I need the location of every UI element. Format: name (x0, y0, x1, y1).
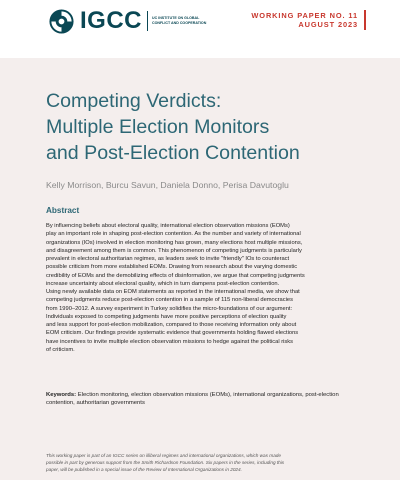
logo-wordmark: IGCC (80, 7, 142, 34)
abstract-heading: Abstract (46, 206, 80, 215)
paper-title (46, 88, 376, 166)
abstract-text: By influencing beliefs about electoral quality, international election observation missions (EOMs) play an important role in shaping post-election contention. As the number and variety of international organizations (IOs) involved in election monitoring has grown, many elections host multiple missions, and disagreement among them is common. This phenomenon of competing judgments is particularly prevalent in electoral authoritarian regimes, as leaders seek to invite "friendly" IOs to counteract possible criticism from more established EOMs. Drawing from research about the varying domestic credibility of EOMs and the demobilizing effects of disinformation, we argue that competing judgments increase uncertainty about electoral quality, which in turn dampens post-election contention. Using newly available data on EOM statements as reported in the international media, we show that competing judgments reduce post-election contention in a sample of 115 non-liberal democracies from 1990–2012. A survey experiment in Turkey solidifies the micro-foundations of our argument: Individuals exposed to competing judgments have more positive perceptions of election quality and less support for post-election mobilization, compared to those receiving information only about EOM criticism. Our findings provide systematic evidence that governments holding flawed elections have incentives to invite multiple election observation missions to hedge against the political risks of criticism. (46, 223, 305, 353)
igcc-logo-icon (48, 8, 75, 35)
paper-content (0, 58, 400, 480)
title-line: Competing Verdicts: (46, 90, 222, 112)
authors: Kelly Morrison, Burcu Savun, Daniela Donno, Perisa Davutoglu (46, 180, 289, 190)
publication-date: AUGUST 2023 (298, 20, 358, 29)
keywords (46, 391, 364, 408)
header (0, 0, 400, 58)
igcc-logo[interactable] (48, 7, 214, 35)
logo-subtitle: UC INSTITUTE ON GLOBAL CONFLICT AND COOPERATION (152, 16, 207, 25)
working-paper-number: WORKING PAPER NO. 11 (251, 11, 358, 20)
title-line: and Post-Election Contention (46, 142, 300, 164)
accent-bar (364, 10, 366, 30)
footnote: This working paper is part of an IGCC series on illiberal regimes and international organizations, which was made possible in part by generous support from the Smith Richardson Foundation. Six papers in the series, including this paper, will be published in a special issue of the Review of International Organizations in 2024. (46, 453, 285, 472)
keywords-text: Election monitoring, election observation missions (EOMs), international organizations, post-election contention, authoritarian governments (46, 392, 339, 407)
working-paper-label (251, 11, 358, 29)
keywords-label: Keywords: (46, 392, 77, 398)
title-line: Multiple Election Monitors (46, 116, 270, 138)
logo-divider (147, 11, 148, 31)
